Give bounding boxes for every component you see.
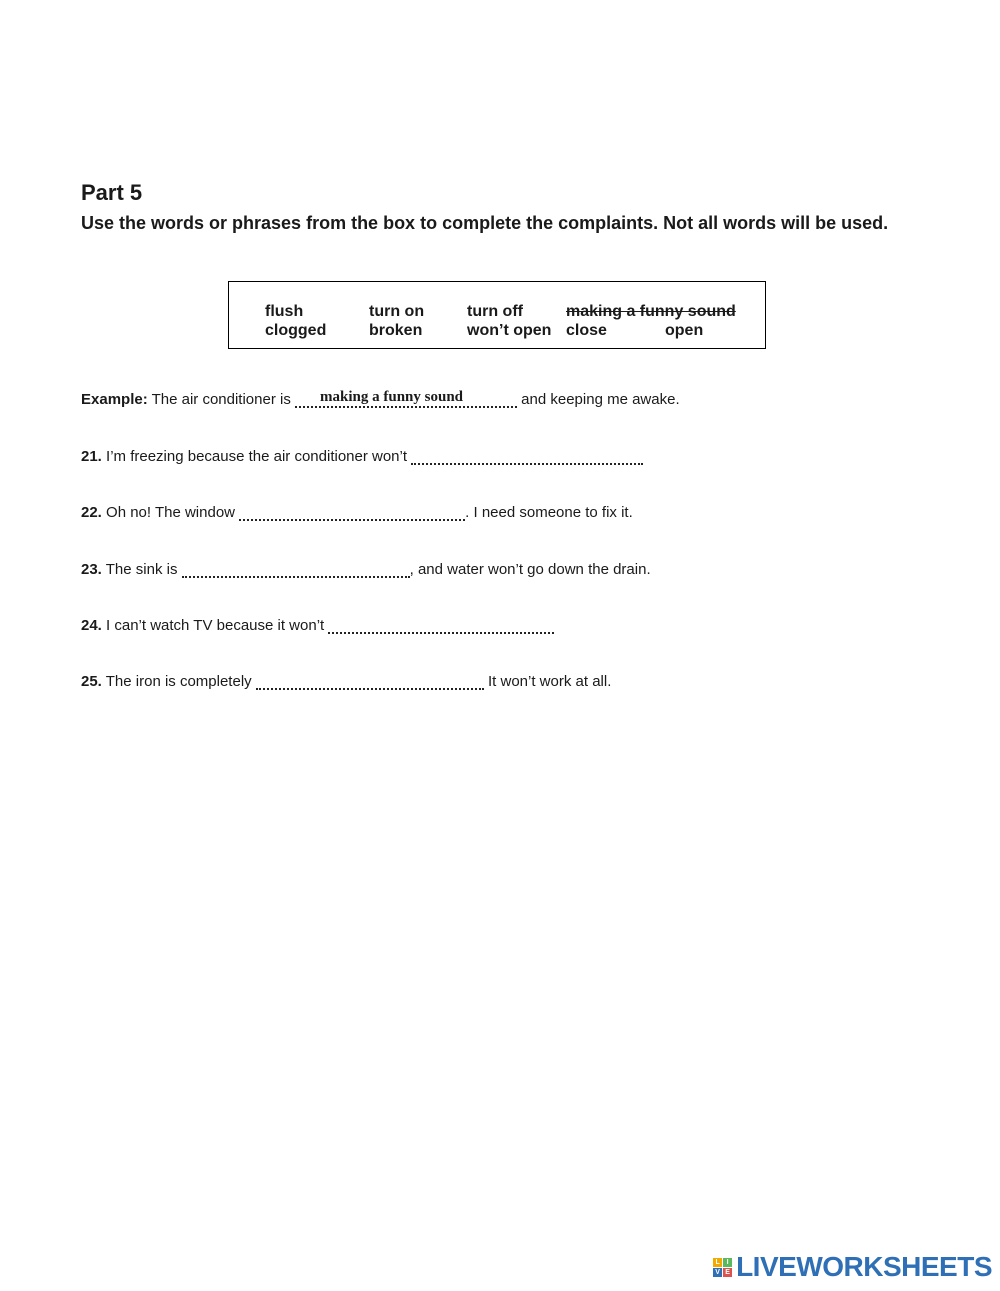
question-text: The iron is completely bbox=[101, 673, 256, 690]
word-turn-off: turn off bbox=[467, 303, 523, 320]
answer-blank-23[interactable] bbox=[182, 560, 410, 578]
question-text: The sink is bbox=[101, 561, 182, 578]
question-25 bbox=[81, 672, 611, 690]
logo-mark-letter: E bbox=[723, 1268, 732, 1277]
word-wont-open: won’t open bbox=[467, 322, 552, 339]
question-text: Oh no! The window bbox=[101, 504, 240, 521]
word-turn-on: turn on bbox=[369, 303, 425, 320]
answer-blank-25[interactable] bbox=[256, 672, 484, 690]
question-text: I can’t watch TV because it won’t bbox=[101, 617, 329, 634]
logo-mark-letter: I bbox=[723, 1258, 732, 1267]
logo-mark-icon bbox=[713, 1258, 732, 1277]
question-text-after: . I need someone to fix it. bbox=[465, 504, 633, 521]
question-number: 25. bbox=[81, 673, 102, 690]
answer-blank-24[interactable] bbox=[328, 616, 554, 634]
question-text-after: It won’t work at all. bbox=[483, 673, 612, 690]
instructions: Use the words or phrases from the box to complete the complaints. Not all words will be used. bbox=[81, 213, 889, 233]
logo-mark-letter: V bbox=[713, 1268, 722, 1277]
word-open: open bbox=[665, 322, 704, 339]
liveworksheets-logo bbox=[713, 1253, 992, 1281]
logo-mark-letter: L bbox=[713, 1258, 722, 1267]
word-clogged: clogged bbox=[265, 322, 327, 339]
example-answer-blank bbox=[295, 390, 517, 408]
question-24 bbox=[81, 616, 554, 634]
question-text-after: , and water won’t go down the drain. bbox=[409, 561, 651, 578]
question-number: 24. bbox=[81, 617, 102, 634]
logo-text: LIVEWORKSHEETS bbox=[736, 1251, 992, 1282]
question-number: 23. bbox=[81, 561, 102, 578]
word-close: close bbox=[566, 322, 607, 339]
word-making-a-funny-sound: making a funny sound bbox=[566, 303, 736, 320]
question-23 bbox=[81, 560, 651, 578]
answer-blank-21[interactable] bbox=[411, 447, 643, 465]
question-number: 22. bbox=[81, 504, 102, 521]
example-before: The air conditioner is bbox=[147, 391, 296, 408]
example-label: Example: bbox=[81, 391, 148, 408]
question-number: 21. bbox=[81, 448, 102, 465]
part-title: Part 5 bbox=[81, 180, 143, 205]
example-sentence bbox=[81, 390, 680, 408]
word-box bbox=[228, 281, 766, 349]
question-22 bbox=[81, 503, 633, 521]
question-text: I’m freezing because the air conditioner won’t bbox=[101, 448, 412, 465]
answer-blank-22[interactable] bbox=[239, 503, 465, 521]
example-after: and keeping me awake. bbox=[517, 391, 680, 408]
word-flush: flush bbox=[265, 303, 304, 320]
question-21 bbox=[81, 447, 643, 465]
word-broken: broken bbox=[369, 322, 423, 339]
example-answer: making a funny sound bbox=[320, 389, 463, 405]
